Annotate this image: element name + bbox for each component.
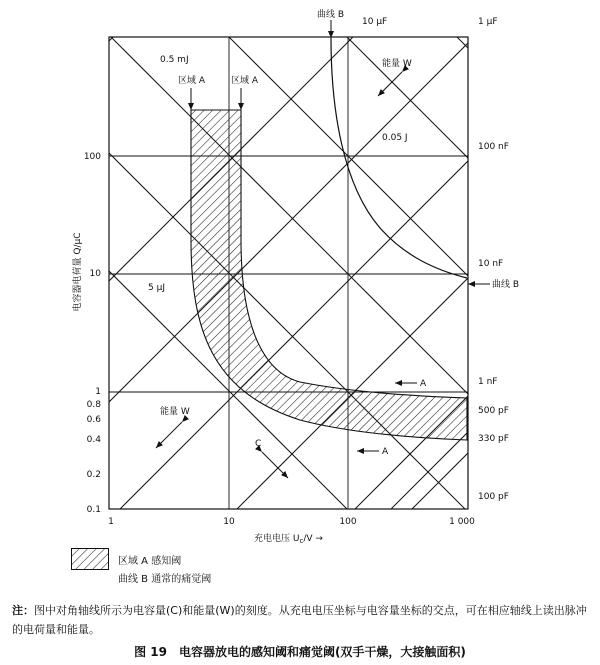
grid-lines [109,37,468,509]
curve-b-label-right: 曲线 B [492,280,520,290]
energy-line [86,133,488,532]
x-tick-1: 1 [108,517,114,527]
energy-line [89,0,488,178]
energy-label-0.5mJ: 0.5 mJ [160,55,189,65]
energy-axis-label-bottom: 能量 W [160,407,190,417]
capacitance-line [86,141,488,540]
capacitance-axis-label: C [255,439,262,449]
cap-label-330pF: 330 pF [478,434,509,444]
capacitance-line [89,0,488,301]
y-tick-10: 10 [89,269,101,279]
energy-axis-arrow-bottom [156,422,182,448]
energy-line [86,251,488,650]
plot-frame [109,37,468,509]
y-tick-100: 100 [83,152,101,162]
curve-b [331,38,467,278]
figure-caption: 图 19 电容器放电的感知阈和痛觉阈(双手干燥，大接触面积) [134,645,466,659]
capacitance-line [86,258,488,657]
region-a-label-1: 区域 A [178,76,206,86]
capacitance-line [86,23,488,422]
legend-region-a-swatch [71,548,109,570]
y-tick-0.6: 0.6 [86,415,101,425]
x-tick-100: 100 [339,517,357,527]
x-axis-title: 充电电压 $U_c/V$ → [254,534,323,545]
energy-label-5uJ: 5 μJ [148,283,165,293]
figure-note [12,601,594,639]
cap-label-10uF: 10 μF [362,17,388,27]
energy-line [86,15,488,414]
curve-b-label-top: 曲线 B [317,10,345,20]
legend-region-a-text: 区域 A 感知阈 [118,556,182,567]
cap-label-500pF: 500 pF [478,406,509,416]
y-tick-0.4: 0.4 [86,435,101,445]
capacitance-line [89,0,488,61]
region-a-band [191,110,467,440]
x-tick-1000: 1 000 [449,517,475,527]
y-tick-0.2: 0.2 [86,470,101,480]
energy-axis-label-top: 能量 W [382,59,412,69]
cap-label-1uF: 1 μF [478,17,498,27]
energy-label-0.05J: 0.05 J [382,133,408,143]
capacitance-axis-arrow [262,452,288,478]
cap-label-100pF: 100 pF [478,492,509,502]
arrow-a-label-1: A [420,379,427,389]
arrow-a-label-2: A [382,447,389,457]
energy-line [89,0,488,68]
energy-axis-arrow-top [378,72,402,96]
y-tick-0.1: 0.1 [86,505,101,515]
cap-label-100nF: 100 nF [478,142,509,152]
note-prefix: 注： [12,604,34,617]
y-tick-1: 1 [95,387,101,397]
cap-label-10nF: 10 nF [478,259,504,269]
note-text: 图中对角轴线所示为电容量(C)和能量(W)的刻度。从充电电压坐标与电容量坐标的交点，可在相应轴线上读出脉冲的电荷量和能量。 [12,604,587,636]
cap-label-1nF: 1 nF [478,377,498,387]
region-a-label-2: 区域 A [231,76,259,86]
x-tick-10: 10 [223,517,235,527]
y-tick-0.8: 0.8 [86,400,101,410]
legend-curve-b-text: 曲线 B 通常的痛觉阈 [118,574,212,585]
y-axis-title: 电容器电荷量 Q/μC [73,232,83,312]
energy-line [89,0,488,296]
